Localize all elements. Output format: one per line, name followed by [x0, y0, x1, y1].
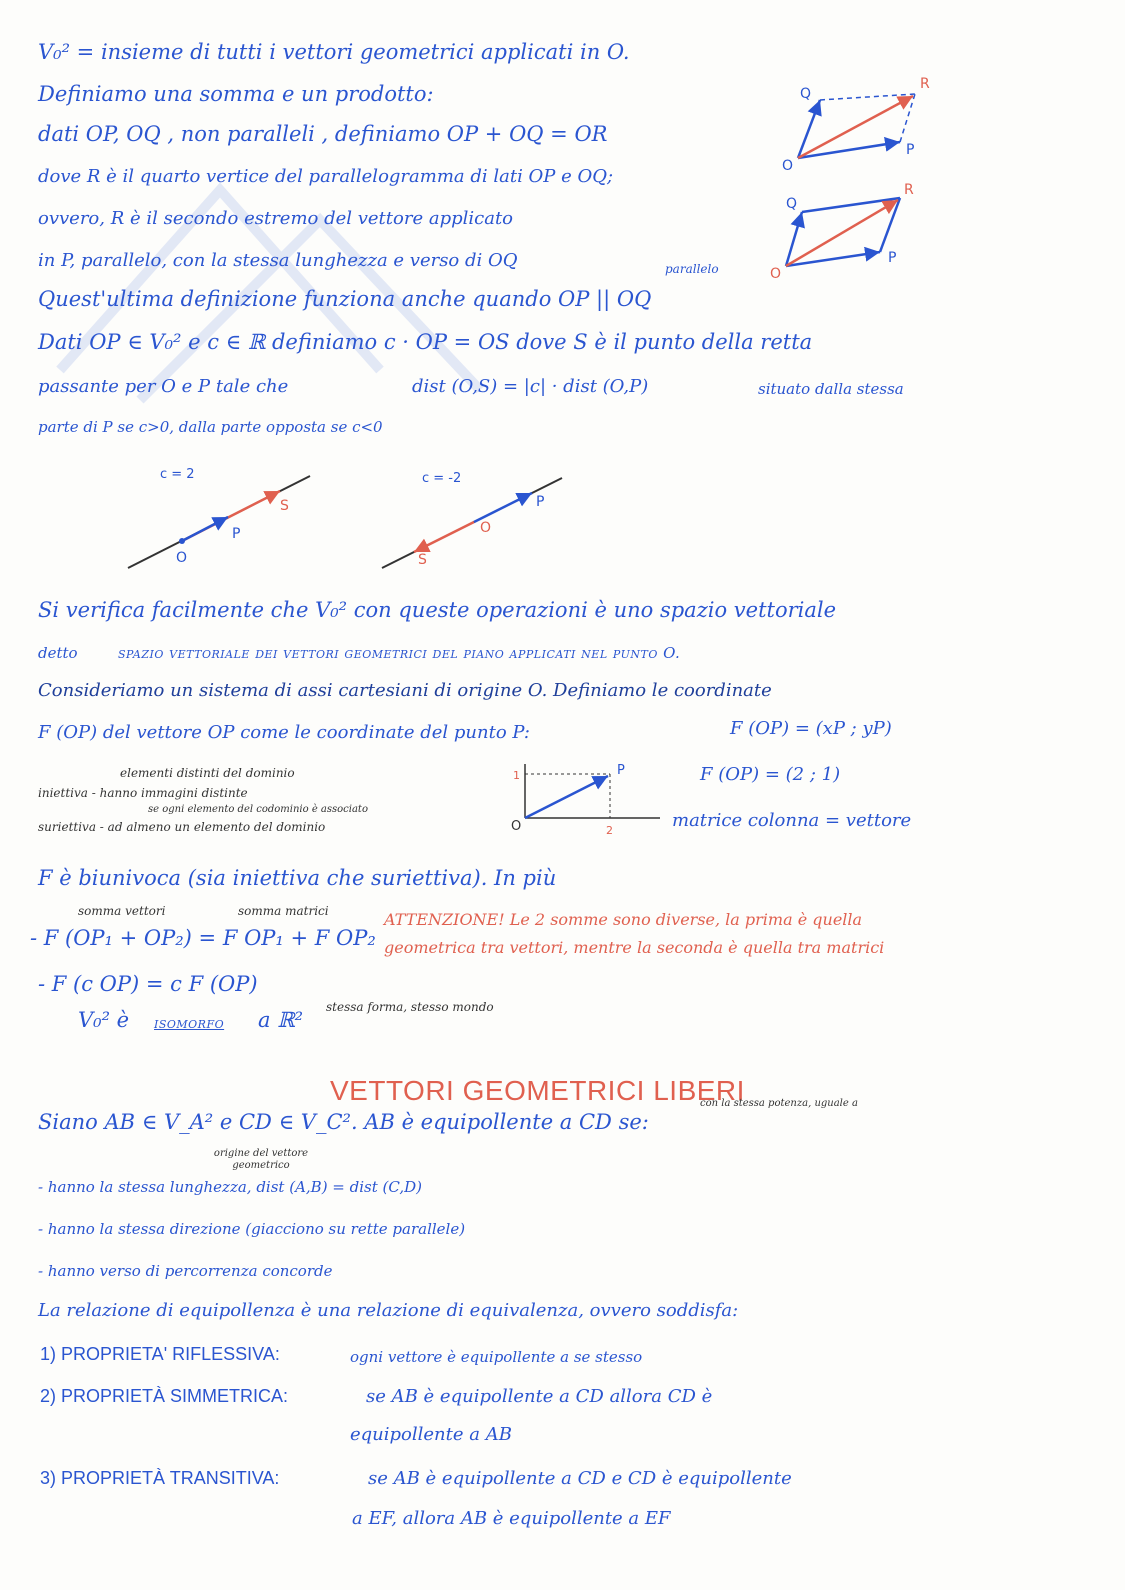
point-o-left — [179, 538, 185, 544]
property-linearity-sum: - F (OP₁ + OP₂) = F OP₁ + F OP₂ — [30, 926, 376, 950]
label-o-bottom: O — [770, 266, 782, 282]
label-r-bottom: R — [904, 182, 914, 198]
line-space-name: spazio vettoriale dei vettori geometrici del piano applicati nel punto O. — [118, 644, 681, 662]
vector-or-bottom — [786, 200, 898, 266]
label-p-bottom: P — [888, 250, 897, 266]
note-distinct-elements: elementi distinti del dominio — [120, 766, 295, 780]
property-reflexive-text: ogni vettore è equipollente a se stesso — [350, 1348, 643, 1366]
label-p-left: P — [232, 526, 241, 542]
line-fourth-vertex: dove R è il quarto vertice del parallelogramma di lati OP e OQ; — [38, 166, 614, 187]
label-sum-matrices: somma matrici — [238, 904, 329, 918]
property-reflexive-title: 1) PROPRIETA' RIFLESSIVA: — [40, 1344, 280, 1364]
line-bijective: F è biunivoca (sia iniettiva che suriettiva). In più — [38, 866, 557, 890]
property-transitive-text: se AB è equipollente a CD e CD è equipollente — [368, 1468, 792, 1489]
line-vector-space: Si verifica facilmente che V₀² con queste operazioni è uno spazio vettoriale — [38, 598, 837, 622]
note-parallelo: parallelo — [665, 262, 719, 276]
line-cartesian-system: Consideriamo un sistema di assi cartesiani di origine O. Definiamo le coordinate — [38, 680, 772, 701]
vector-op-left — [182, 517, 228, 541]
vector-op-right — [474, 493, 532, 522]
dashed-qr-top — [820, 94, 915, 100]
line-scalar-product: Dati OP ∈ V₀² e c ∈ ℝ definiamo c · OP = OS dove S è il punto della retta — [38, 330, 813, 354]
label-s-right: S — [418, 552, 427, 568]
note-column-matrix: matrice colonna = vettore — [672, 810, 912, 831]
iso-note: stessa forma, stesso mondo — [326, 1000, 494, 1014]
line-passing-through: passante per O e P tale che — [38, 376, 289, 397]
label-c-right: c = -2 — [422, 471, 462, 486]
property-transitive-title: 3) PROPRIETÀ TRANSITIVA: — [40, 1468, 280, 1488]
label-o-top: O — [782, 158, 794, 174]
property-linearity-scalar: - F (c OP) = c F (OP) — [38, 972, 258, 996]
iso-keyword: isomorfo — [154, 1014, 225, 1032]
vector-op-cartesian — [525, 776, 608, 818]
label-q-top: Q — [800, 86, 812, 102]
line-equipollence-definition: Siano AB ∈ V_A² e CD ∈ V_C². AB è equipollente a CD se: — [38, 1110, 649, 1134]
iso-suffix: a ℝ² — [258, 1008, 304, 1032]
label-q-bottom: Q — [786, 196, 798, 212]
section-title: VETTORI GEOMETRICI LIBERI — [330, 1075, 745, 1106]
label-o-left: O — [176, 550, 188, 566]
label-sum-vectors: somma vettori — [78, 904, 166, 918]
cartesian-figure — [505, 760, 665, 840]
note-surjective: suriettiva - ad almeno un elemento del dominio — [38, 820, 326, 834]
line-parallel-same-length: in P, parallelo, con la stessa lunghezza e verso di OQ — [38, 250, 518, 271]
vector-os-right — [414, 522, 474, 552]
tick-y1: 1 — [513, 769, 520, 782]
line-distance-formula: dist (O,S) = |c| · dist (O,P) — [412, 376, 649, 397]
line-opposite-side: parte di P se c>0, dalla parte opposta se c<0 — [38, 418, 383, 436]
label-s-left: S — [280, 498, 289, 514]
bullet-same-length: - hanno la stessa lunghezza, dist (A,B) = dist (C,D) — [38, 1178, 422, 1196]
note-injective: iniettiva - hanno immagini distinte — [38, 786, 248, 800]
line-detto-label: detto — [38, 644, 78, 662]
line-define-operations: Definiamo una somma e un prodotto: — [38, 82, 434, 106]
warning-note: ATTENZIONE! Le 2 somme sono diverse, la prima è quella geometrica tra vettori, mentre la seconda è quella tra matrici — [384, 910, 885, 957]
property-transitive-text-2: a EF, allora AB è equipollente a EF — [352, 1508, 671, 1529]
label-o-right: O — [480, 520, 492, 536]
label-p-right: P — [536, 494, 545, 510]
bullet-same-orientation: - hanno verso di percorrenza concorde — [38, 1262, 333, 1280]
tick-x2: 2 — [606, 824, 613, 837]
line-definition-parallel-case: Quest'ultima definizione funziona anche quando OP || OQ — [38, 287, 652, 311]
line-equivalence-relation: La relazione di equipollenza è una relazione di equivalenza, ovvero soddisfa: — [38, 1300, 739, 1321]
line-qr-bottom — [802, 198, 900, 212]
line-second-endpoint: ovvero, R è il secondo estremo del vettore applicato — [38, 208, 514, 229]
parallelogram-figures — [770, 70, 950, 300]
formula-f-op-general: F (OP) = (xP ; yP) — [730, 718, 892, 739]
line-sum-definition: dati OP, OQ , non paralleli , definiamo OP + OQ = OR — [38, 122, 608, 146]
property-symmetric-title: 2) PROPRIETÀ SIMMETRICA: — [40, 1386, 289, 1406]
formula-f-op-example: F (OP) = (2 ; 1) — [700, 764, 841, 785]
label-o-cartesian: O — [511, 819, 522, 834]
line-v0-definition: V₀² = insieme di tutti i vettori geometrici applicati in O. — [38, 40, 630, 64]
scalar-product-figures — [120, 460, 580, 580]
label-p-cartesian: P — [617, 763, 625, 778]
label-p-top: P — [906, 142, 915, 158]
note-surjective-condition: se ogni elemento del codominio è associato — [148, 804, 368, 815]
line-same-side: situato dalla stessa — [758, 380, 904, 398]
note-same-potency: con la stessa potenza, uguale a — [700, 1098, 858, 1109]
iso-prefix: V₀² è — [78, 1008, 130, 1032]
label-c-left: c = 2 — [160, 467, 195, 482]
property-symmetric-text-2: equipollente a AB — [350, 1424, 512, 1445]
property-symmetric-text: se AB è equipollente a CD allora CD è — [366, 1386, 713, 1407]
bullet-same-direction: - hanno la stessa direzione (giacciono su rette parallele) — [38, 1220, 466, 1238]
line-coordinates-f: F (OP) del vettore OP come le coordinate del punto P: — [38, 722, 530, 743]
note-vector-origin: origine del vettore geometrico — [213, 1148, 309, 1171]
label-r-top: R — [920, 76, 930, 92]
